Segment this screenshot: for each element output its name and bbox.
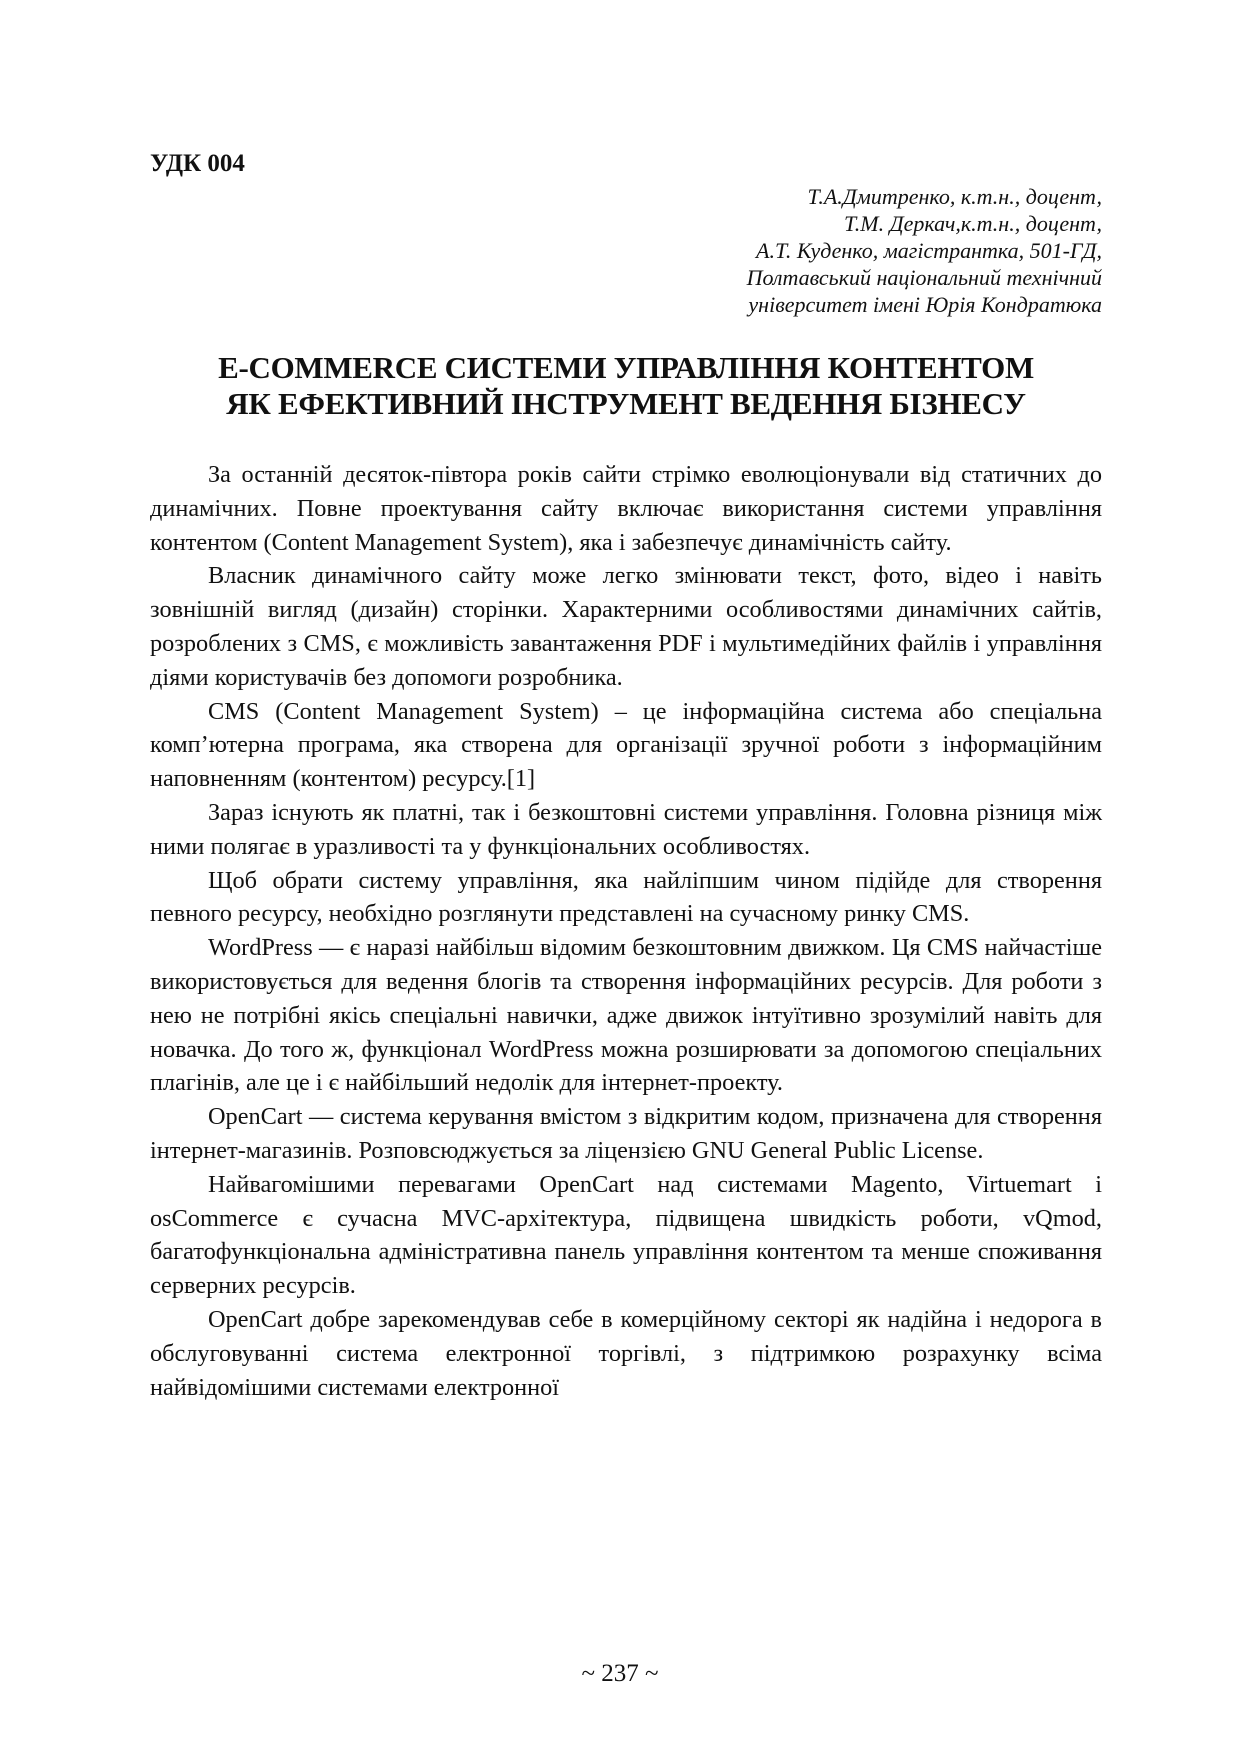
paragraph: OpenCart — система керування вмістом з відкритим кодом, призначена для створення інтернет-магазинів. Розповсюджується за ліцензією GNU General Public License. — [150, 1103, 1102, 1164]
paragraph: Власник динамічного сайту може легко змінювати текст, фото, відео і навіть зовнішній вигляд (дизайн) сторінки. Характерними особливостями динамічних сайтів, розроблених з CMS, є можливість завантаження PDF і мультимедійних файлів і управління діями користувачів без допомоги розробника. — [150, 562, 1102, 691]
title-line: E-COMMERCE СИСТЕМИ УПРАВЛІННЯ КОНТЕНТОМ — [218, 350, 1034, 385]
paragraph: CMS (Content Management System) – це інформаційна система або спеціальна комп’ютерна програма, яка створена для організації зручної роботи з інформаційним наповненням (контентом) ресурсу.[1] — [150, 697, 1102, 793]
paragraph: Зараз існують як платні, так і безкоштовні системи управління. Головна різниця між ними полягає в уразливості та у функціональних особливостях. — [150, 798, 1102, 860]
udk-code: УДК 004 — [150, 150, 245, 177]
title-line: ЯК ЕФЕКТИВНИЙ ІНСТРУМЕНТ ВЕДЕННЯ БІЗНЕСУ — [226, 386, 1026, 421]
affiliation-line: університет імені Юрія Кондратюка — [748, 292, 1102, 317]
paragraph: WordPress — є наразі найбільш відомим безкоштовним движком. Ця CMS найчастіше використовується для ведення блогів та створення інформаційних ресурсів. Для роботи з нею не потрібні якісь спеціальні навички, адже движок інтуїтивно зрозумілий навіть для новачка. До того ж, функціонал WordPress можна розширювати за допомогою спеціальних плагінів, але це і є найбільший недолік для інтернет-проекту. — [150, 934, 1102, 1097]
author-line: Т.А.Дмитренко, к.т.н., доцент, — [807, 184, 1102, 209]
paragraph: Щоб обрати систему управління, яка найліпшим чином підійде для створення певного ресурсу, необхідно розглянути представлені на сучасному ринку CMS. — [150, 866, 1102, 928]
paragraph: За останній десяток-півтора років сайти стрімко еволюціонували від статичних до динамічних. Повне проектування сайту включає використання системи управління контентом (Content Management System), яка і забезпечує динамічність сайту. — [150, 461, 1102, 556]
author-block — [747, 183, 1102, 318]
page-number: ~ 237 ~ — [581, 1660, 659, 1687]
affiliation-line: Полтавський національний технічний — [746, 265, 1102, 290]
article-title — [150, 350, 1102, 422]
article-body — [150, 458, 1102, 1404]
author-line: Т.М. Деркач,к.т.н., доцент, — [843, 211, 1102, 236]
author-line: А.Т. Куденко, магістрантка, 501-ГД, — [756, 238, 1102, 263]
paragraph: Найвагомішими перевагами OpenCart над системами Magento, Virtuemart і osCommerce є сучасна MVC-архітектура, підвищена швидкість роботи, vQmod, багатофункціональна адміністративна панель управління контентом та менше споживання серверних ресурсів. — [150, 1170, 1102, 1300]
paragraph: OpenCart добре зарекомендував себе в комерційному секторі як надійна і недорога в обслуговуванні система електронної торгівлі, з підтримкою розрахунку всіма найвідомішими системами електронної — [150, 1305, 1102, 1401]
